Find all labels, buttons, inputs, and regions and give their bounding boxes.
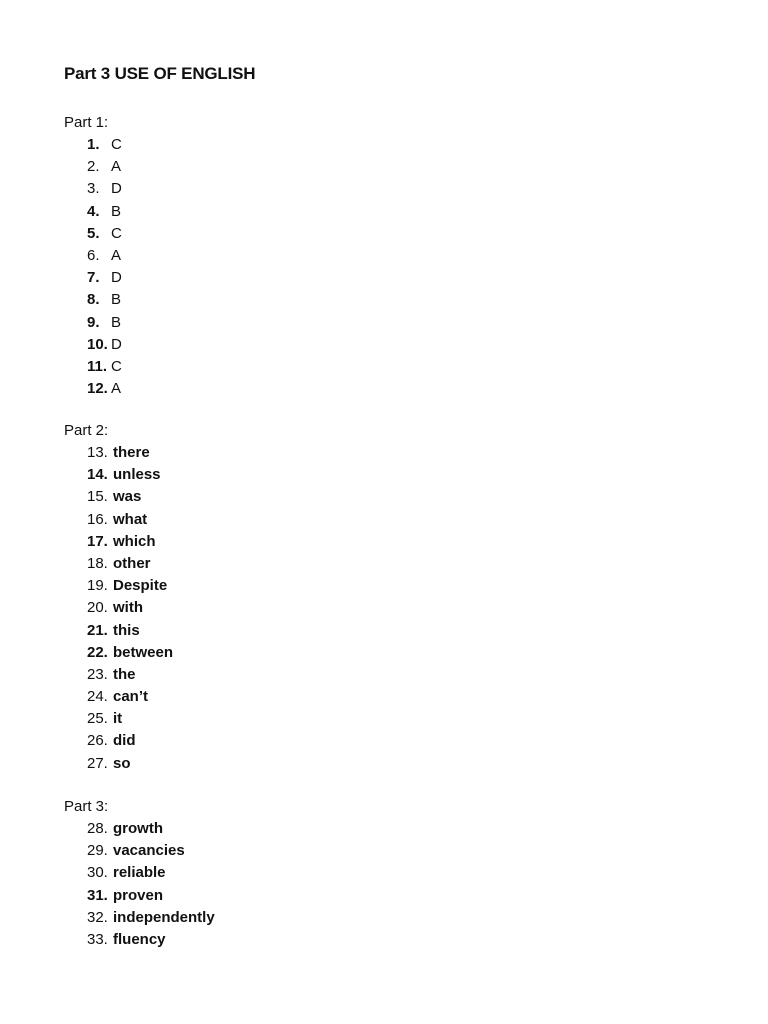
part-2-heading: Part 2: (64, 422, 109, 439)
document-title: Part 3 USE OF ENGLISH (64, 64, 256, 83)
part-2-section (64, 420, 664, 775)
answer-value: reliable (113, 864, 166, 882)
answer-item (87, 486, 664, 508)
answer-value: vacancies (113, 842, 185, 860)
answer-number: 31. (87, 886, 108, 904)
answer-number: 33. (87, 930, 108, 948)
answer-value: A (111, 246, 122, 264)
answer-item (87, 642, 664, 664)
answer-number: 6. (87, 246, 100, 264)
answer-value: B (111, 202, 122, 220)
answer-item (87, 378, 664, 400)
answer-number: 4. (87, 202, 100, 220)
answer-value: C (111, 136, 122, 153)
answer-item (87, 156, 664, 178)
answer-item (87, 442, 664, 464)
answer-value: proven (113, 886, 164, 904)
answer-number: 5. (87, 224, 100, 242)
answer-number: 9. (87, 313, 100, 331)
answer-number: 28. (87, 820, 108, 837)
part-3-section (64, 796, 664, 951)
answer-number: 29. (87, 842, 108, 860)
answer-item (87, 818, 664, 840)
answer-number: 25. (87, 710, 108, 728)
answer-item (87, 178, 664, 200)
answer-item (87, 531, 664, 553)
answer-value: other (113, 554, 151, 572)
answer-item (87, 356, 664, 378)
answer-value: between (113, 643, 174, 661)
answer-value: this (113, 621, 140, 639)
answer-number: 2. (87, 158, 100, 176)
answer-item (87, 134, 664, 156)
answer-number: 12. (87, 380, 108, 398)
part-3-heading: Part 3: (64, 798, 109, 815)
answer-number: 18. (87, 554, 108, 572)
answer-item (87, 334, 664, 356)
answer-number: 15. (87, 488, 108, 506)
answer-item (87, 686, 664, 708)
answer-value: was (113, 488, 142, 506)
answer-value: with (113, 599, 143, 617)
answer-value: C (111, 357, 122, 375)
answer-number: 17. (87, 532, 108, 550)
answer-value: what (113, 510, 148, 528)
answer-value: so (113, 754, 131, 772)
answer-number: 7. (87, 269, 100, 287)
answer-value: there (113, 444, 150, 461)
answer-value: it (113, 710, 123, 728)
answer-item (87, 267, 664, 289)
answer-item (87, 885, 664, 907)
answer-number: 13. (87, 444, 108, 461)
answer-value: A (111, 158, 122, 176)
answer-item (87, 201, 664, 223)
answer-number: 22. (87, 643, 108, 661)
part-1-section (64, 112, 664, 400)
answer-number: 24. (87, 688, 108, 706)
answer-number: 32. (87, 908, 108, 926)
part-3-answer-list (64, 818, 664, 951)
answer-number: 30. (87, 864, 108, 882)
answer-item (87, 664, 664, 686)
answer-item (87, 553, 664, 575)
answer-value: B (111, 291, 122, 309)
answer-number: 16. (87, 510, 108, 528)
answer-item (87, 575, 664, 597)
answer-value: did (113, 732, 136, 750)
answer-value: C (111, 224, 122, 242)
answer-item (87, 289, 664, 311)
answer-item (87, 862, 664, 884)
answer-item (87, 223, 664, 245)
answer-number: 14. (87, 466, 108, 484)
answer-item (87, 730, 664, 752)
answer-item (87, 708, 664, 730)
answer-item (87, 929, 664, 951)
answer-value: independently (113, 908, 215, 926)
answer-number: 1. (87, 136, 100, 153)
answer-value: D (111, 180, 122, 198)
answer-number: 26. (87, 732, 108, 750)
answer-item (87, 312, 664, 334)
answer-item (87, 840, 664, 862)
answer-value: fluency (113, 930, 166, 948)
answer-value: D (111, 335, 122, 353)
answer-value: which (113, 532, 156, 550)
answer-number: 23. (87, 665, 108, 683)
answer-value: B (111, 313, 122, 331)
answer-value: D (111, 269, 122, 287)
part-1-answer-list (64, 134, 664, 400)
answer-value: A (111, 380, 122, 398)
answer-item (87, 464, 664, 486)
answer-value: unless (113, 466, 161, 484)
answer-number: 11. (87, 357, 108, 375)
answer-number: 19. (87, 577, 108, 595)
answer-item (87, 620, 664, 642)
answer-value: the (113, 665, 136, 683)
answer-number: 20. (87, 599, 108, 617)
part-2-answer-list (64, 442, 664, 775)
answer-number: 3. (87, 180, 100, 198)
answer-item (87, 907, 664, 929)
part-1-heading: Part 1: (64, 114, 109, 131)
answer-number: 27. (87, 754, 108, 772)
answer-item (87, 509, 664, 531)
answer-number: 21. (87, 621, 108, 639)
answer-value: Despite (113, 577, 168, 595)
answer-item (87, 597, 664, 619)
answer-number: 8. (87, 291, 100, 309)
answer-item (87, 753, 664, 775)
answer-item (87, 245, 664, 267)
answer-number: 10. (87, 335, 108, 353)
answer-value: growth (113, 820, 163, 837)
answer-value: can’t (113, 688, 149, 706)
